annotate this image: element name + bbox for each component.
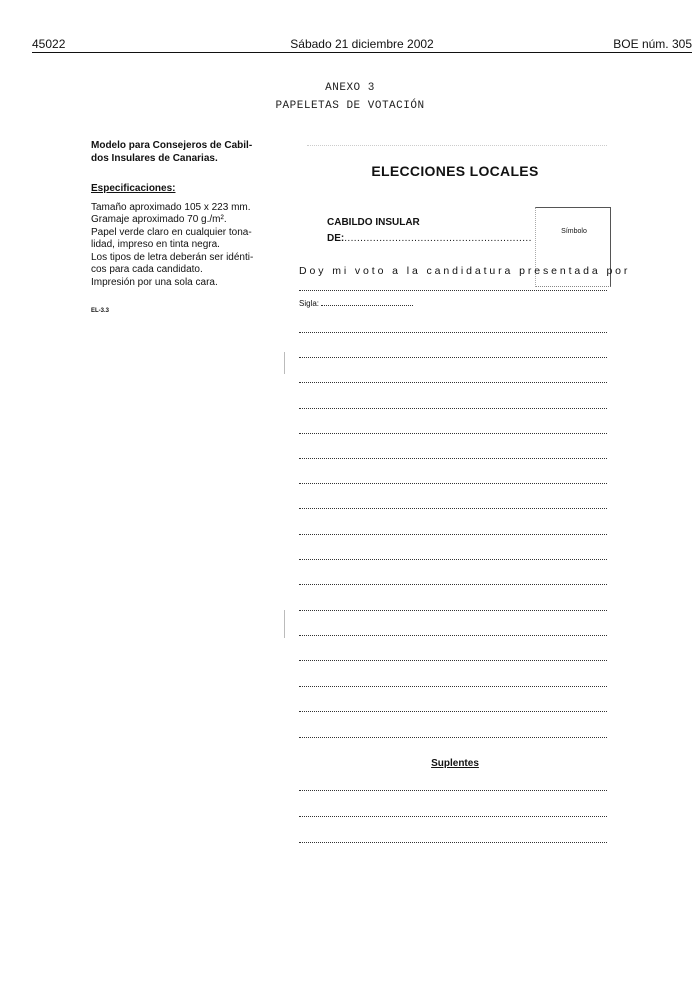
candidate-line [299, 408, 607, 409]
candidate-line [299, 534, 607, 535]
model-description [91, 140, 271, 165]
candidate-line [299, 660, 607, 661]
scan-mark [284, 352, 285, 374]
de-label: DE: [327, 233, 345, 244]
ballot-top-edge [307, 145, 607, 146]
candidate-line [299, 584, 607, 585]
substitute-line [299, 790, 607, 791]
model-code: EL-3.3 [91, 308, 110, 314]
specifications-title: Especificaciones: [91, 183, 176, 194]
sigla-label: Sigla: [299, 299, 320, 308]
annex-title: PAPELETAS DE VOTACIÓN [275, 100, 425, 112]
candidate-line [299, 433, 607, 434]
spec-line: Papel verde claro en cualquier tona- [91, 226, 252, 238]
candidate-line [299, 382, 607, 383]
suplentes-heading: Suplentes [431, 758, 479, 769]
model-line-2: dos Insulares de Canarias. [91, 152, 218, 164]
substitute-line [299, 816, 607, 817]
page-number: 45022 [32, 37, 66, 51]
candidate-line [299, 508, 607, 509]
candidate-line [299, 357, 607, 358]
sigla-dots [321, 305, 413, 306]
dotted-line [299, 290, 607, 291]
spec-line: cos para cada candidato. [91, 264, 203, 275]
model-line-1: Modelo para Consejeros de Cabil- [91, 140, 253, 151]
header-rule [32, 52, 692, 53]
candidate-line [299, 559, 607, 560]
annex-number: ANEXO 3 [325, 82, 375, 94]
substitute-line [299, 842, 607, 843]
vote-statement: Doy mi voto a la candidatura presentada por [299, 265, 631, 277]
scan-mark [284, 610, 285, 638]
ballot-title: ELECCIONES LOCALES [371, 163, 539, 179]
page-header [32, 37, 692, 51]
spec-line: Los tipos de letra deberán ser idénti- [91, 251, 254, 263]
candidate-line [299, 686, 607, 687]
spec-line: Impresión por una sola cara. [91, 276, 218, 288]
cabildo-de-line [327, 233, 532, 244]
candidate-line [299, 332, 607, 333]
de-dots: ........................................................... [344, 233, 532, 244]
candidate-line [299, 610, 607, 611]
candidate-line [299, 458, 607, 459]
candidate-line [299, 635, 607, 636]
candidate-line [299, 483, 607, 484]
symbol-label: Símbolo [561, 228, 587, 235]
candidate-line [299, 711, 607, 712]
specifications-panel [91, 140, 271, 318]
cabildo-label: CABILDO INSULAR [327, 217, 420, 228]
spec-line: lidad, impreso en tinta negra. [91, 239, 220, 250]
candidate-line [299, 737, 607, 738]
spec-line: Gramaje aproximado 70 g./m². [91, 214, 227, 225]
sigla-field [299, 299, 413, 308]
spec-line: Tamaño aproximado 105 x 223 mm. [91, 201, 251, 213]
bulletin-number: BOE núm. 305 [613, 37, 692, 51]
header-date: Sábado 21 diciembre 2002 [290, 37, 434, 51]
